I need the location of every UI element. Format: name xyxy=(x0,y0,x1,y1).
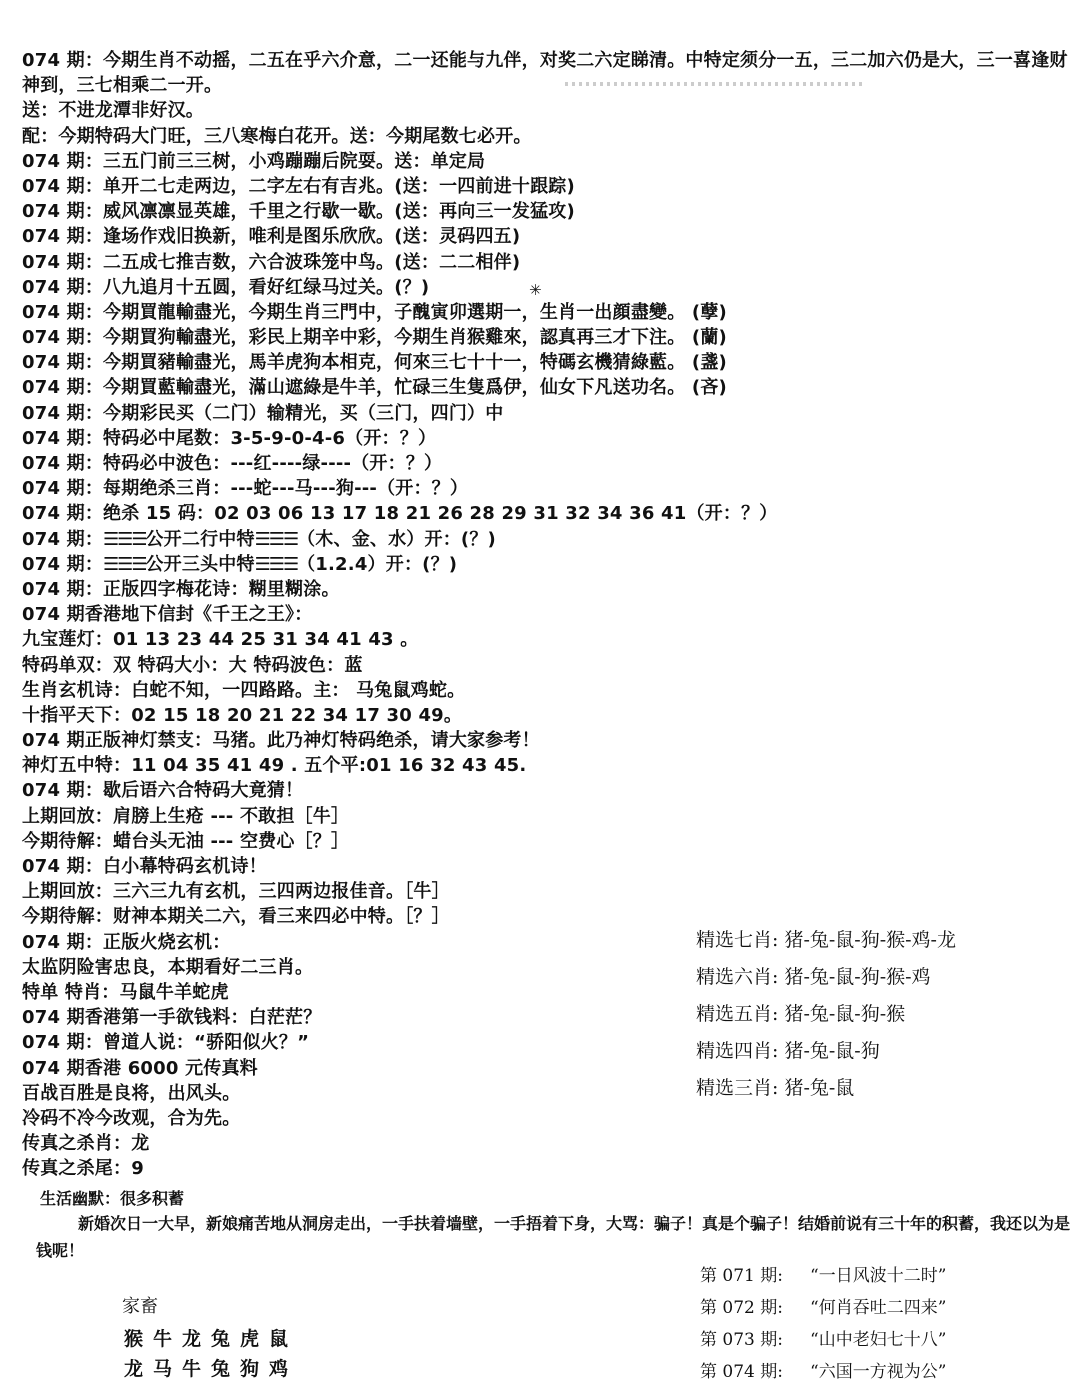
trigram-bars: ☰☰☰ xyxy=(103,528,146,550)
text-line: 074 期：特码必中波色：---红----绿----（开：？） xyxy=(22,453,443,475)
text-line: 074 期：曾道人说：“骄阳似火？” xyxy=(22,1032,310,1054)
bar-tail: （木、金、水）开：(？) xyxy=(297,528,496,550)
bar-text: 公开二行中特 xyxy=(145,528,255,550)
history-phrase: “一日风波十二时” xyxy=(810,1266,947,1286)
animals-row: 猴牛龙兔虎鼠 xyxy=(124,1328,299,1350)
text-line: 074 期：今期買龍輸盡光，今期生肖三門中，子醜寅卯選期一，生肖一出顔盡變。 (孽) xyxy=(22,301,727,323)
selected-row xyxy=(696,996,956,1033)
selected-value: 猪-兔-鼠-狗-猴-鸡-龙 xyxy=(784,929,956,951)
bar-text: 公开三头中特 xyxy=(145,553,255,575)
selected-value: 猪-兔-鼠-狗-猴 xyxy=(784,1003,906,1025)
text-line: 神灯五中特：11 04 35 41 49 . 五个平:01 16 32 43 45. xyxy=(22,755,527,777)
history-phrase: “何肖吞吐二四来” xyxy=(810,1298,947,1318)
scan-noise-divider xyxy=(565,82,865,86)
joke-title: 生活幽默：很多积蓄 xyxy=(40,1189,185,1208)
text-line: 配：今期特码大门旺，三八寒梅白花开。送：今期尾数七必开。 xyxy=(22,125,532,147)
bar-prefix: 074 期： xyxy=(22,553,104,575)
text-line: 074 期：逢场作戏旧换新，唯利是图乐欣欣。(送：灵码四五) xyxy=(22,226,521,248)
text-line: 074 期香港第一手欲钱料：白茫茫？ xyxy=(22,1007,322,1029)
text-line: 特码单双：双 特码大小：大 特码波色：蓝 xyxy=(22,654,363,676)
text-line: 074 期：特码必中尾数：3-5-9-0-4-6（开：？） xyxy=(22,427,437,449)
selected-value: 猪-兔-鼠-狗 xyxy=(784,1040,880,1062)
text-line: 074 期：歇后语六合特码大竟猜！ xyxy=(22,780,304,802)
text-line: 太监阴险害忠良，本期看好二三肖。 xyxy=(22,956,314,978)
text-line: 074 期：单开二七走两边，二字左右有吉兆。(送：一四前进十跟踪) xyxy=(22,175,575,197)
history-row xyxy=(700,1356,946,1388)
bar-tail: （1.2.4）开：(？) xyxy=(297,553,458,575)
selected-label: 精选四肖: xyxy=(696,1040,779,1062)
text-line: 074 期：正版四字梅花诗：糊里糊涂。 xyxy=(22,578,340,600)
selected-row xyxy=(696,922,956,959)
selected-row xyxy=(696,959,956,996)
animals-row: 龙马牛兔狗鸡 xyxy=(124,1358,299,1380)
history-phrase: “六国一方视为公” xyxy=(810,1362,947,1382)
text-line: 074 期：八九追月十五圆，看好红绿马过关。(？) xyxy=(22,276,430,298)
selected-label: 精选五肖: xyxy=(696,1003,779,1025)
asterisk-icon: ✳ xyxy=(529,281,542,299)
text-line: 传真之杀尾：9 xyxy=(22,1158,144,1180)
text-line: 074 期：绝杀 15 码：02 03 06 13 17 18 21 26 28 29 31 32 34 36 41（开：？） xyxy=(22,503,778,525)
selected-value: 猪-兔-鼠 xyxy=(784,1077,855,1099)
trigram-bars: ☰☰☰ xyxy=(254,553,298,575)
selected-label: 精选六肖: xyxy=(696,966,779,988)
text-line: 生肖玄机诗：白蛇不知，一四路路。主： 马兔鼠鸡蛇。 xyxy=(22,679,466,701)
text-line: 上期回放：三六三九有玄机，三四两边报佳音。［牛］ xyxy=(22,881,450,903)
trigram-bars: ☰☰☰ xyxy=(254,528,298,550)
joke-body: 新婚次日一大早，新娘痛苦地从洞房走出，一手扶着墙壁，一手捂着下身，大骂：骗子！真是个骗子！结婚前说有三十年的积蓄，我还以为是钱呢！ xyxy=(36,1214,1071,1260)
text-line: 074 期：今期買狗輸盡光，彩民上期辛中彩，今期生肖猴雞來，認真再三才下注。 (蘭) xyxy=(22,327,727,349)
text-line: 074 期：威风凛凛显英雄，千里之行歇一歇。(送：再向三一发猛攻) xyxy=(22,201,575,223)
selected-value: 猪-兔-鼠-狗-猴-鸡 xyxy=(784,966,931,988)
selected-row xyxy=(696,1070,956,1107)
history-period: 第 072 期: xyxy=(700,1298,783,1318)
bar-prefix: 074 期： xyxy=(22,528,104,550)
selected-row xyxy=(696,1033,956,1070)
history-period: 第 074 期: xyxy=(700,1362,783,1382)
history-row xyxy=(700,1260,946,1292)
text-line: 074 期：今期買豬輸盡光，馬羊虎狗本相克，何來三七十十一，特碼玄機猜綠藍。 (盞) xyxy=(22,352,727,374)
trigram-bars: ☰☰☰ xyxy=(103,553,146,575)
text-line: 十指平天下：02 15 18 20 21 22 34 17 30 49。 xyxy=(22,704,463,726)
bar-line xyxy=(22,552,1072,577)
text-line: 九宝莲灯：01 13 23 44 25 31 34 41 43 。 xyxy=(22,629,419,651)
text-line: 特单 特肖：马鼠牛羊蛇虎 xyxy=(22,981,229,1003)
history-phrase: “山中老妇七十八” xyxy=(810,1330,947,1350)
history-row xyxy=(700,1292,946,1324)
selected-zodiac-list xyxy=(696,922,956,1107)
text-line: 074 期：二五成七推吉数，六合波珠笼中鸟。(送：二二相伴) xyxy=(22,251,521,273)
text-line: 074 期：三五门前三三树，小鸡蹦蹦后院耍。送：单定局 xyxy=(22,150,486,172)
text-line: 今期待解：财神本期关二六，看三来四必中特。［？］ xyxy=(22,906,450,928)
text-line: 074 期正版神灯禁支：马猪。此乃神灯特码绝杀，请大家参考！ xyxy=(22,730,540,752)
text-line: 074 期香港地下信封《千王之王》： xyxy=(22,604,313,626)
selected-label: 精选三肖: xyxy=(696,1077,779,1099)
text-line: 上期回放：肩膀上生疮 --- 不敢担［牛］ xyxy=(22,805,350,827)
selected-label: 精选七肖: xyxy=(696,929,779,951)
text-line: 074 期：白小幕特码玄机诗！ xyxy=(22,856,267,878)
text-line: 百战百胜是良将，出风头。 xyxy=(22,1082,241,1104)
bar-line xyxy=(22,527,1072,552)
history-period: 第 071 期: xyxy=(700,1266,783,1286)
text-line: 074 期：正版火烧玄机： xyxy=(22,931,231,953)
text-line: 冷码不冷今改观，合为先。 xyxy=(22,1107,241,1129)
text-line: 今期待解：蜡台头无油 --- 空费心［？］ xyxy=(22,830,350,852)
text-line: 074 期：每期绝杀三肖：---蛇---马---狗---（开：？） xyxy=(22,478,469,500)
history-row xyxy=(700,1324,946,1356)
text-line: 传真之杀肖：龙 xyxy=(22,1133,150,1155)
text-line: 送：不进龙潭非好汉。 xyxy=(22,100,204,122)
history-list xyxy=(700,1260,946,1388)
history-period: 第 073 期: xyxy=(700,1330,783,1350)
text-line: 074 期：今期生肖不动摇，二五在乎六介意，二一还能与九伴，对奖二六定睇清。中特定须分一五，三二加六仍是大，三一喜逢财神到，三七相乘二一开。 xyxy=(22,50,1068,97)
text-line: 074 期香港 6000 元传真料 xyxy=(22,1057,258,1079)
animals-label: 家畜 xyxy=(122,1296,158,1317)
text-line: 074 期：今期買藍輸盡光，滿山遮綠是牛羊，忙碌三生隻爲伊，仙女下凡送功名。 (吝) xyxy=(22,377,727,399)
text-line: 074 期：今期彩民买（二门）输精光，买（三门，四门）中 xyxy=(22,402,504,424)
